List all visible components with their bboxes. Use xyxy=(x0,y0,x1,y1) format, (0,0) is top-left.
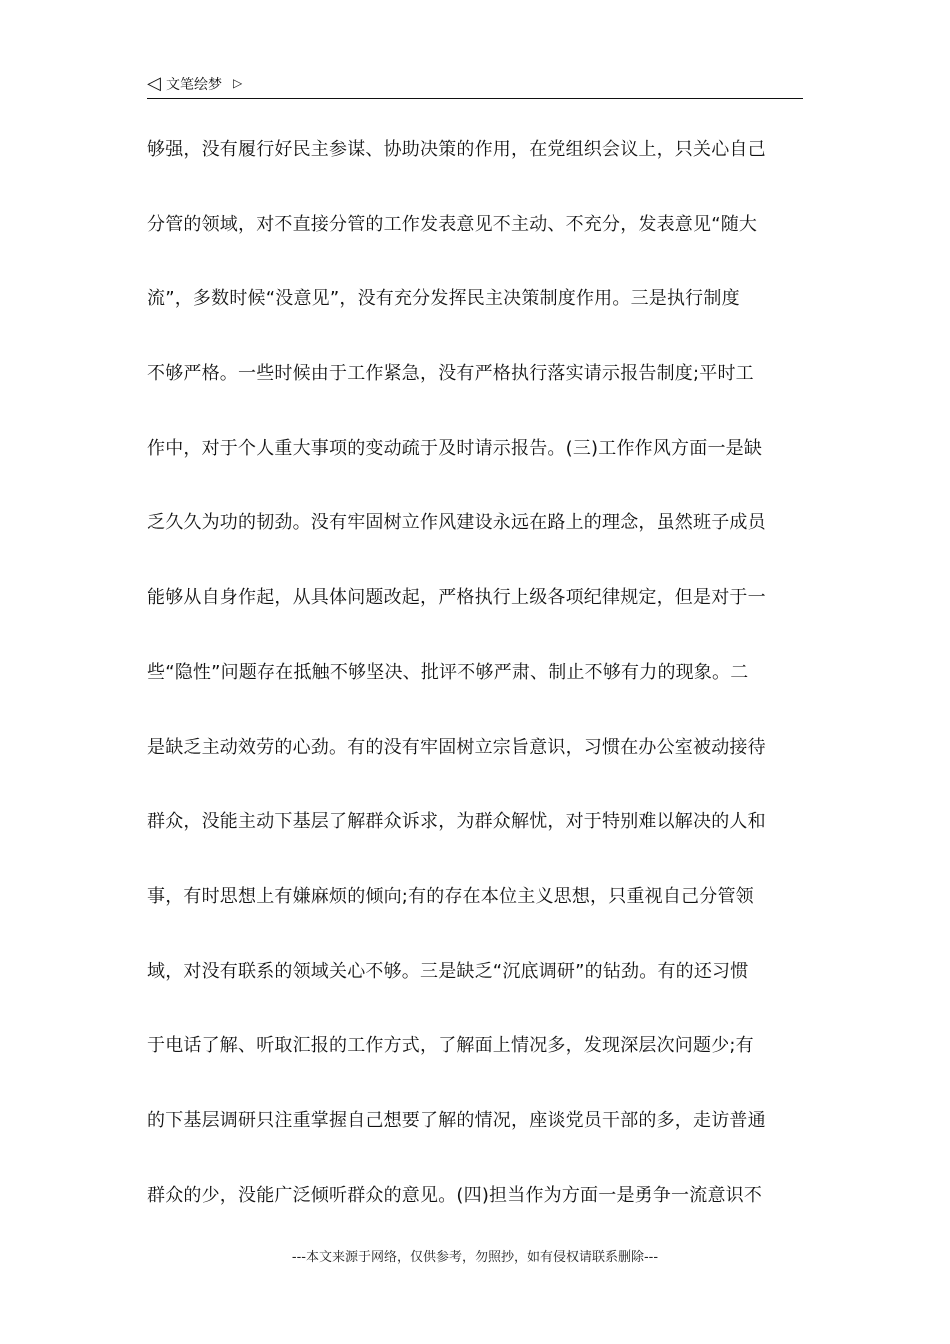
body-line: 流”，多数时候“没意见”，没有充分发挥民主决策制度作用。三是执行制度 xyxy=(147,288,740,310)
body-line: 的下基层调研只注重掌握自己想要了解的情况，座谈党员干部的多，走访普通 xyxy=(147,1109,766,1131)
body-line: 是缺乏主动效劳的心劲。有的没有牢固树立宗旨意识，习惯在办公室被动接待 xyxy=(147,736,766,758)
footer-disclaimer: ---本文来源于网络，仅供参考，勿照抄，如有侵权请联系删除--- xyxy=(291,1250,659,1265)
body-line: 事，有时思想上有嫌麻烦的倾向;有的存在本位主义思想，只重视自己分管领 xyxy=(147,885,754,907)
document-body xyxy=(147,132,807,1252)
right-triangle-icon: ▷ xyxy=(233,76,243,90)
body-line: 群众的少，没能广泛倾听群众的意见。(四)担当作为方面一是勇争一流意识不 xyxy=(147,1184,763,1206)
left-triangle-icon: ◁ xyxy=(147,73,161,94)
body-line: 乏久久为功的韧劲。没有牢固树立作风建设永远在路上的理念，虽然班子成员 xyxy=(147,512,766,534)
body-line: 域，对没有联系的领域关心不够。三是缺乏“沉底调研”的钻劲。有的还习惯 xyxy=(147,960,749,982)
body-line: 些“隐性”问题存在抵触不够坚决、批评不够严肃、制止不够有力的现象。二 xyxy=(147,661,749,683)
body-line: 作中，对于个人重大事项的变动疏于及时请示报告。(三)工作作风方面一是缺 xyxy=(147,437,763,459)
body-line: 分管的领域，对不直接分管的工作发表意见不主动、不充分，发表意见“随大 xyxy=(147,213,758,235)
header-title: 文笔绘梦 xyxy=(166,77,222,93)
body-line: 不够严格。一些时候由于工作紧急，没有严格执行落实请示报告制度;平时工 xyxy=(147,363,754,385)
body-line: 群众，没能主动下基层了解群众诉求，为群众解忧，对于特别难以解决的人和 xyxy=(147,811,766,833)
body-line: 够强，没有履行好民主参谋、协助决策的作用，在党组织会议上，只关心自己 xyxy=(147,139,766,160)
body-line: 于电话了解、听取汇报的工作方式，了解面上情况多，发现深层次问题少;有 xyxy=(147,1035,754,1057)
body-line: 能够从自身作起，从具体问题改起，严格执行上级各项纪律规定，但是对于一 xyxy=(147,587,766,609)
page-header xyxy=(147,72,803,99)
